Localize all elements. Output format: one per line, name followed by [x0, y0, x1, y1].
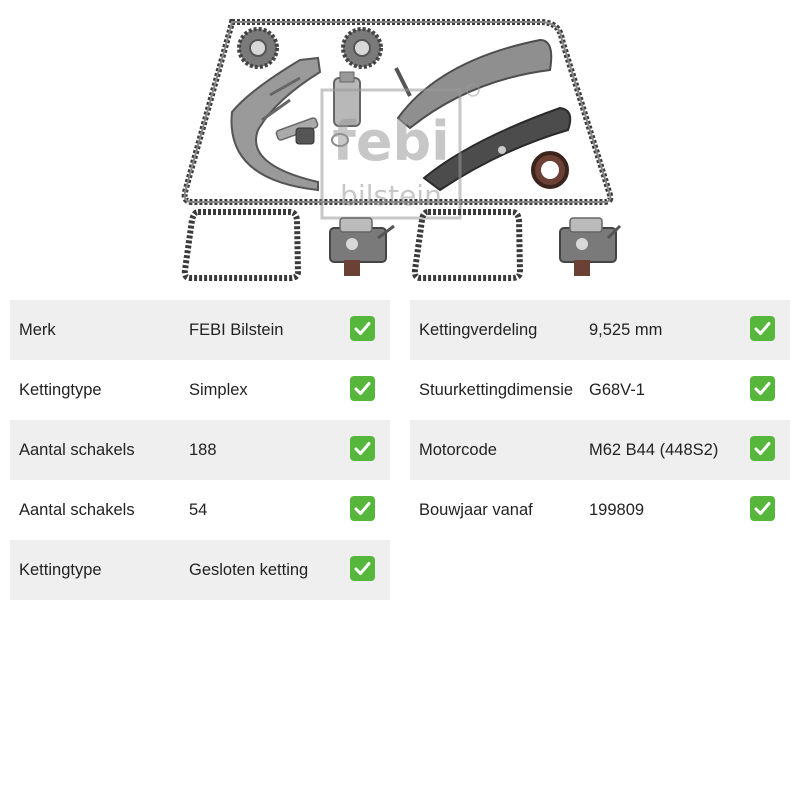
- spec-label: Merk: [19, 321, 56, 339]
- check-icon: [350, 436, 375, 461]
- spec-label: Stuurkettingdimensie: [419, 381, 574, 399]
- check-icon: [350, 376, 375, 401]
- check-icon: [750, 376, 775, 401]
- sprocket-right: [343, 29, 381, 67]
- spec-value: 188: [189, 441, 217, 459]
- check-icon: [350, 496, 375, 521]
- spec-table-right: [410, 300, 790, 540]
- small-chain-right: [415, 212, 520, 278]
- svg-text:febi: febi: [332, 110, 450, 173]
- spec-row: [10, 360, 390, 420]
- spec-value: Gesloten ketting: [189, 561, 309, 579]
- spec-label: Kettingtype: [19, 381, 102, 399]
- tensioner-unit-left: [330, 218, 394, 276]
- spec-row: [410, 360, 790, 420]
- spec-label: Motorcode: [419, 441, 497, 459]
- tensioner-unit-right: [560, 218, 620, 276]
- spec-row: [10, 540, 390, 600]
- spec-row: [410, 480, 790, 540]
- spec-table-left: [10, 300, 390, 600]
- svg-text:bilstein: bilstein: [340, 179, 442, 212]
- spec-value: 54: [189, 501, 208, 519]
- spec-row: [10, 300, 390, 360]
- spec-label: Kettingtype: [19, 561, 102, 579]
- check-icon: [750, 316, 775, 341]
- spec-value: M62 B44 (448S2): [589, 441, 719, 459]
- spec-value: 9,525 mm: [589, 321, 663, 339]
- sprocket-left: [239, 29, 277, 67]
- spec-label: Aantal schakels: [19, 501, 135, 519]
- spec-value: Simplex: [189, 381, 248, 399]
- check-icon: [350, 316, 375, 341]
- check-icon: [350, 556, 375, 581]
- check-icon: [750, 496, 775, 521]
- spec-row: [410, 300, 790, 360]
- spec-value: FEBI Bilstein: [189, 321, 284, 339]
- check-icon: [750, 436, 775, 461]
- spec-row: [410, 420, 790, 480]
- product-image: [0, 0, 800, 290]
- small-chain-left: [185, 212, 298, 278]
- spec-label: Bouwjaar vanaf: [419, 501, 533, 519]
- spec-row: [10, 420, 390, 480]
- spec-value: 199809: [589, 501, 645, 519]
- spec-label: Kettingverdeling: [419, 321, 538, 339]
- spec-label: Aantal schakels: [19, 441, 135, 459]
- spec-row: [10, 480, 390, 540]
- spec-value: G68V-1: [589, 381, 645, 399]
